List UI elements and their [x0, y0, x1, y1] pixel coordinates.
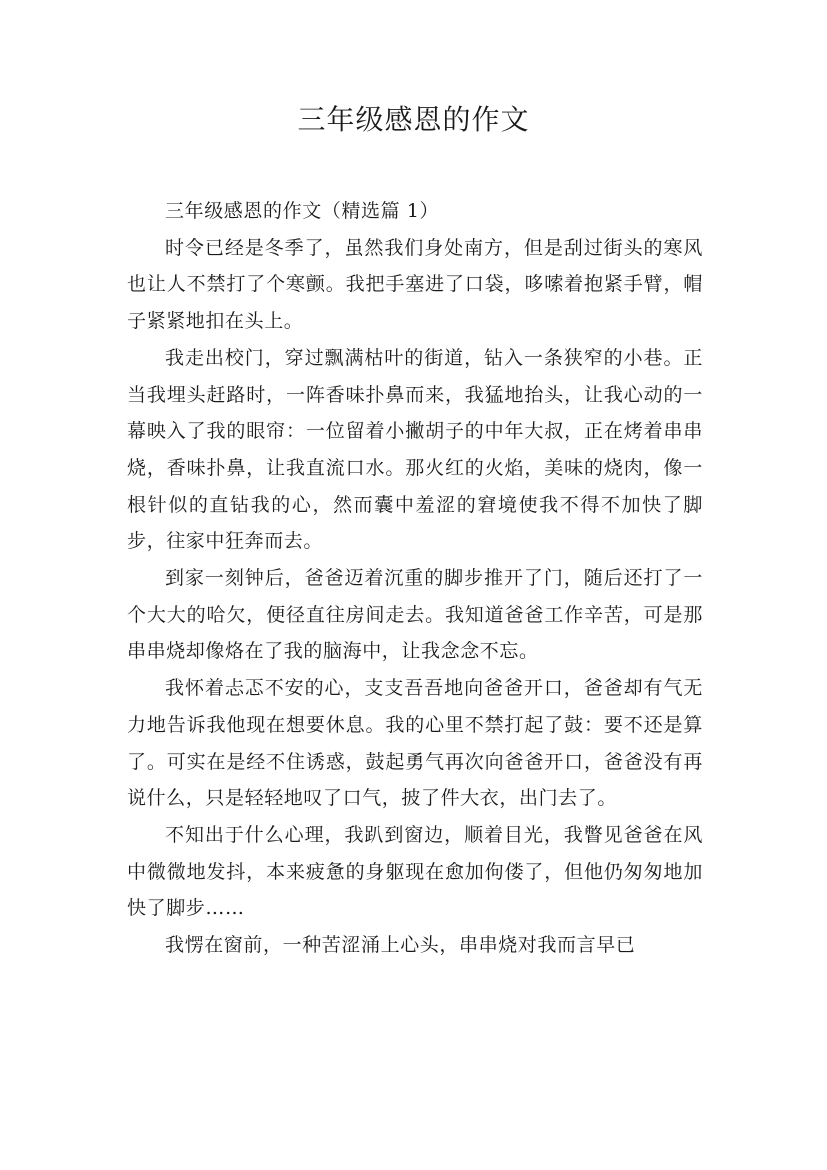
- paragraph: 到家一刻钟后，爸爸迈着沉重的脚步推开了门，随后还打了一个大大的哈欠，便径直往房间走去。我知道爸爸工作辛苦，可是那串串烧却像烙在了我的脑海中，让我念念不忘。: [127, 567, 703, 663]
- document-title: 三年级感恩的作文: [297, 103, 530, 136]
- paragraph: 我怀着忐忑不安的心，支支吾吾地向爸爸开口，爸爸却有气无力地告诉我他现在想要休息。我的心里不禁打起了鼓：要不还是算了。可实在是经不住诱惑，鼓起勇气再次向爸爸开口，爸爸没有再说什么，只是轻轻地叹了口气，披了件大衣，出门去了。: [127, 677, 703, 810]
- section-subheading: 三年级感恩的作文（精选篇 1）: [165, 200, 440, 222]
- document-body: [127, 193, 703, 964]
- paragraph: 我愣在窗前，一种苦涩涌上心头，串串烧对我而言早已: [165, 934, 636, 957]
- paragraph: 不知出于什么心理，我趴到窗边，顺着目光，我瞥见爸爸在风中微微地发抖，本来疲惫的身躯现在愈加佝偻了，但他仍匆匆地加快了脚步……: [127, 823, 703, 920]
- paragraph: 我走出校门，穿过飘满枯叶的街道，钻入一条狭窄的小巷。正当我埋头赶路时，一阵香味扑鼻而来，我猛地抬头，让我心动的一幕映入了我的眼帘：一位留着小撇胡子的中年大叔，正在烤着串串烧，香味扑鼻，让我直流口水。那火红的火焰，美味的烧肉，像一根针似的直钻我的心，然而囊中羞涩的窘境使我不得不加快了脚步，往家中狂奔而去。: [127, 346, 703, 553]
- paragraph: 时令已经是冬季了，虽然我们身处南方，但是刮过街头的寒风也让人不禁打了个寒颤。我把手塞进了口袋，哆嗦着抱紧手臂，帽子紧紧地扣在头上。: [127, 236, 703, 333]
